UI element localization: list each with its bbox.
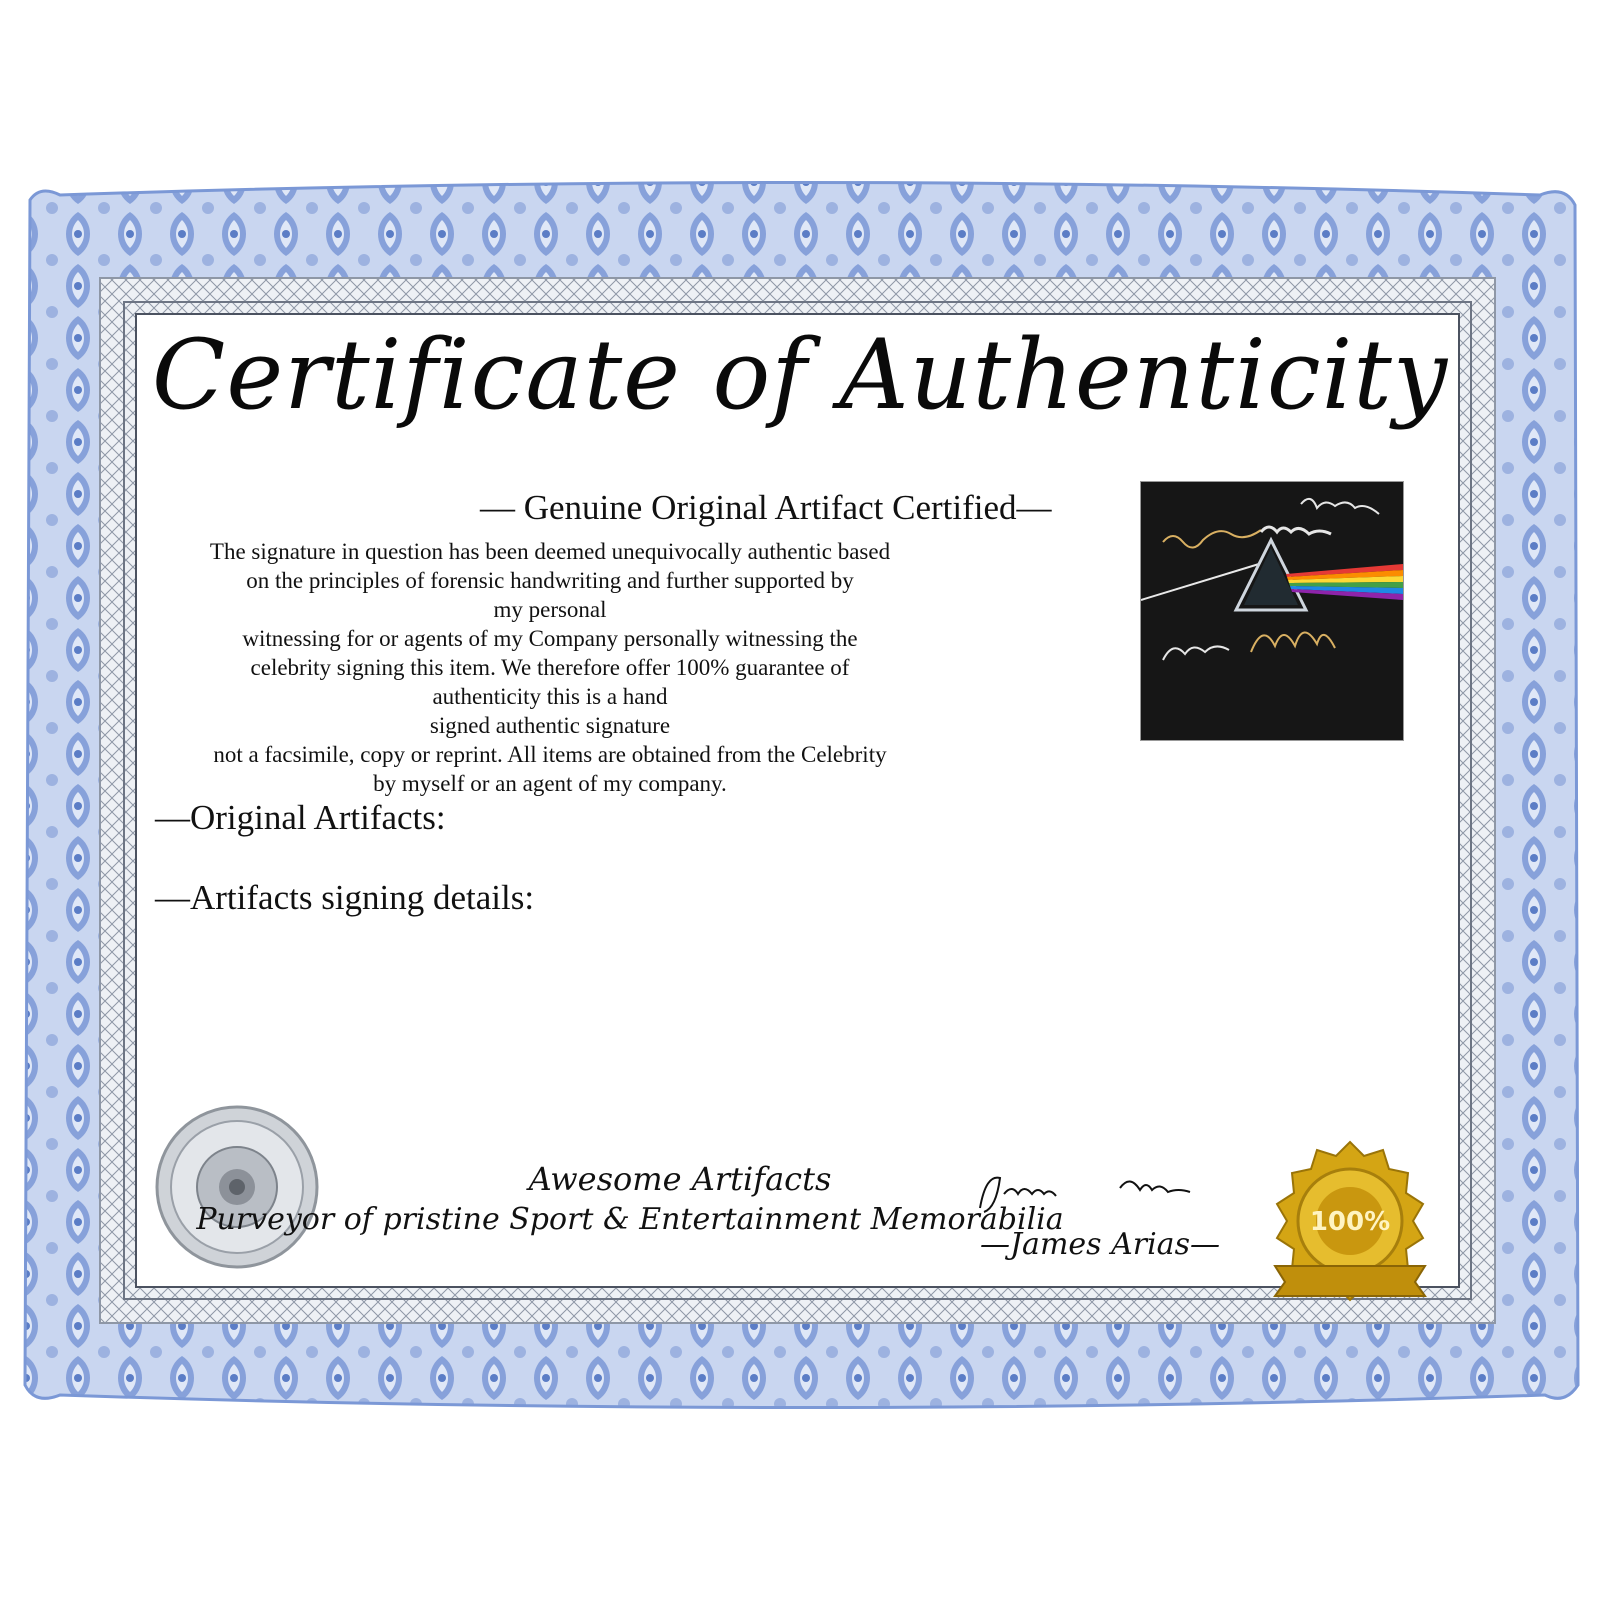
- statement-line: signed authentic signature: [429, 713, 671, 738]
- company-name: Awesome Artifacts: [528, 1160, 832, 1198]
- svg-text:100%: 100%: [1309, 1207, 1391, 1237]
- company-tagline: Purveyor of pristine Sport & Entertainment Memorabilia: [196, 1202, 1064, 1237]
- statement-line: by myself or an agent of my company.: [373, 771, 727, 796]
- statement-line: celebrity signing this item. We therefore offer 100% guarantee of: [250, 655, 850, 680]
- authenticity-statement: [160, 537, 940, 798]
- album-cover-image: [1141, 482, 1403, 740]
- signature-block: [970, 1168, 1230, 1262]
- handwritten-signature: [970, 1168, 1230, 1218]
- signing-details-label: —Artifacts signing details:: [155, 878, 535, 917]
- statement-line: my personal: [493, 597, 607, 622]
- statement-line: on the principles of forensic handwriting and further supported by: [246, 568, 854, 593]
- artifact-photo: [1140, 481, 1404, 741]
- statement-line: not a facsimile, copy or reprint. All items are obtained from the Celebrity: [213, 742, 887, 767]
- signature-printed-name: —James Arias—: [980, 1227, 1220, 1262]
- original-artifacts-label: —Original Artifacts:: [155, 798, 446, 837]
- guarantee-seal-icon: [1265, 1138, 1435, 1308]
- statement-line: The signature in question has been deemed unequivocally authentic based: [209, 539, 891, 564]
- certificate-subtitle: — Genuine Original Artifact Certified—: [480, 488, 1052, 527]
- statement-line: witnessing for or agents of my Company personally witnessing the: [242, 626, 858, 651]
- statement-line: authenticity this is a hand: [432, 684, 668, 709]
- certificate-title: Certificate of Authenticity: [151, 319, 1449, 431]
